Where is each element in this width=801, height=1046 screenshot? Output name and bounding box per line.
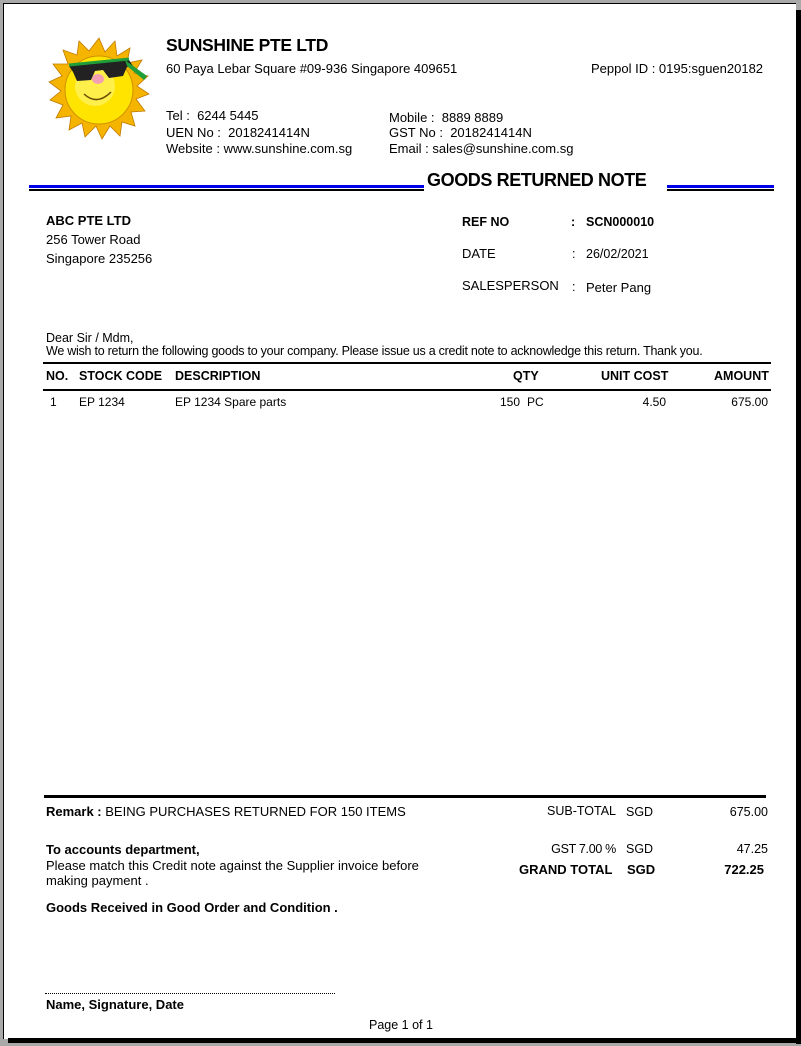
tel-label: Tel : (166, 108, 190, 123)
recipient-name: ABC PTE LTD (46, 213, 131, 228)
page-shadow-right (796, 10, 801, 1044)
accounts-line1: Please match this Credit note against the Supplier invoice before (46, 858, 419, 873)
title-rule-left-blue (29, 185, 424, 188)
sun-logo-icon (47, 36, 151, 140)
grand-total-label: GRAND TOTAL (519, 862, 613, 877)
date-colon: : (572, 247, 576, 261)
uen-value: 2018241414N (228, 125, 310, 140)
cell-uom: PC (527, 395, 544, 409)
gst-value: 47.25 (736, 842, 768, 856)
title-rule-right-black (667, 189, 774, 191)
gst-value: 2018241414N (450, 125, 532, 140)
salesperson-label: SALESPERSON (462, 278, 559, 293)
cell-stock-code: EP 1234 (79, 395, 125, 409)
gst-label: GST No : (389, 125, 443, 140)
recipient-address-line1: 256 Tower Road (46, 232, 141, 247)
document-title: GOODS RETURNED NOTE (427, 170, 647, 190)
signature-line (45, 993, 335, 994)
cell-unit-cost: 4.50 (642, 395, 666, 409)
gst-label: GST 7.00 % (551, 842, 616, 856)
grand-total-currency: SGD (627, 862, 656, 877)
company-gst (389, 125, 532, 140)
company-address: 60 Paya Lebar Square #09-936 Singapore 409651 (166, 61, 458, 76)
subtotal-currency: SGD (626, 805, 654, 819)
letter-greeting: Dear Sir / Mdm, (46, 331, 134, 345)
website-value[interactable]: www.sunshine.com.sg (223, 141, 353, 156)
remark (46, 804, 406, 819)
company-mobile (389, 110, 503, 125)
tel-value: 6244 5445 (197, 108, 259, 123)
col-header-amount: AMOUNT (714, 369, 769, 383)
ref-no-label: REF NO (462, 215, 510, 229)
cell-qty: 150 (499, 395, 520, 409)
accounts-heading: To accounts department, (46, 842, 200, 857)
table-top-rule (43, 362, 771, 364)
company-email (389, 141, 573, 156)
date-label: DATE (462, 246, 496, 261)
salesperson-colon: : (572, 280, 576, 294)
date-value: 26/02/2021 (586, 247, 649, 261)
recipient-address-line2: Singapore 235256 (46, 251, 153, 266)
cell-amount: 675.00 (731, 395, 768, 409)
grand-total-value: 722.25 (724, 862, 764, 877)
company-website (166, 141, 352, 156)
goods-received-statement: Goods Received in Good Order and Condition . (46, 900, 338, 915)
col-header-no: NO. (46, 369, 69, 383)
title-rule-left-black (29, 189, 424, 191)
cell-no: 1 (50, 395, 57, 409)
ref-no-value: SCN000010 (586, 215, 655, 229)
subtotal-value: 675.00 (729, 805, 768, 819)
signature-label: Name, Signature, Date (46, 997, 184, 1012)
company-uen (166, 125, 310, 140)
subtotal-label: SUB-TOTAL (547, 804, 616, 818)
col-header-qty: QTY (513, 369, 539, 383)
website-label: Website : (166, 141, 220, 156)
cell-description: EP 1234 Spare parts (175, 395, 287, 409)
footer-rule (44, 795, 766, 798)
col-header-description: DESCRIPTION (175, 369, 261, 383)
col-header-unit-cost: UNIT COST (601, 369, 669, 383)
company-name: SUNSHINE PTE LTD (166, 35, 329, 55)
remark-text: BEING PURCHASES RETURNED FOR 150 ITEMS (105, 804, 406, 819)
letter-body: We wish to return the following goods to your company. Please issue us a credit note to acknowledge this return. Thank you. (46, 344, 703, 358)
remark-label: Remark : (46, 804, 102, 819)
ref-no-colon: : (571, 215, 576, 229)
title-rule-right-blue (667, 185, 774, 188)
mobile-value: 8889 8889 (441, 110, 504, 125)
salesperson-value: Peter Pang (586, 280, 652, 295)
email-value[interactable]: sales@sunshine.com.sg (432, 141, 574, 156)
company-tel (166, 108, 259, 123)
col-header-stock-code: STOCK CODE (79, 369, 163, 383)
page-shadow-bottom (8, 1038, 801, 1043)
page-number: Page 1 of 1 (369, 1018, 433, 1032)
peppol-id: Peppol ID : 0195:sguen20182 (591, 61, 764, 76)
email-label: Email : (389, 141, 429, 156)
mobile-label: Mobile : (389, 110, 435, 125)
gst-currency: SGD (626, 842, 654, 856)
accounts-line2: making payment . (46, 873, 149, 888)
uen-label: UEN No : (166, 125, 221, 140)
table-header-rule (43, 389, 771, 391)
